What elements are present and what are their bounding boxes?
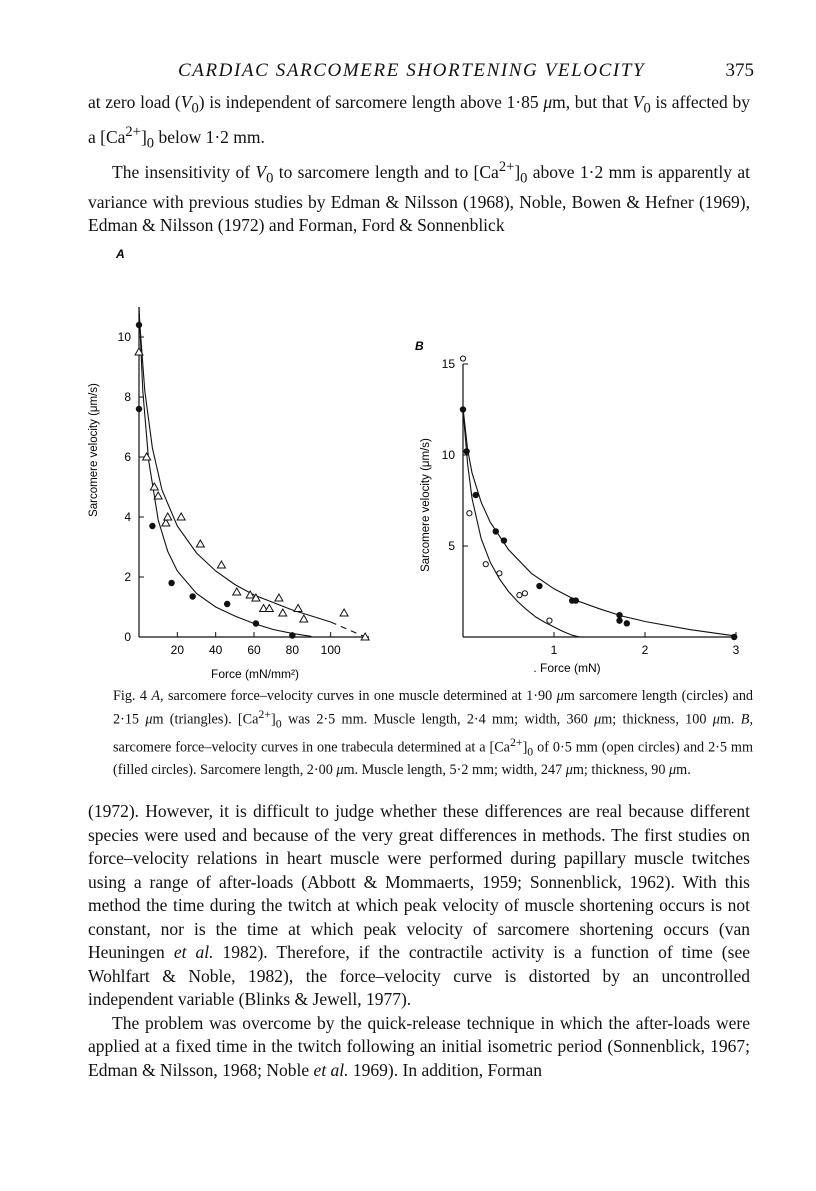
y-tick-label: 10 <box>441 448 455 462</box>
text-run: 0 <box>643 100 651 117</box>
text-run: m. Muscle length, 5·2 mm; width, 247 <box>343 762 566 779</box>
x-tick-label: 2 <box>641 643 649 657</box>
chart-panel-b <box>415 339 740 675</box>
data-point-open <box>483 562 488 567</box>
data-point-filled <box>136 406 142 412</box>
data-point-triangle <box>196 540 204 547</box>
data-point-triangle <box>135 348 143 355</box>
text-run: was 2·5 mm. Muscle length, 2·4 mm; width, 360 <box>281 712 595 729</box>
data-point-triangle <box>164 513 172 520</box>
text-run: The problem was overcome by the quick-release technique in which the after-loads were applied at a fixed time in the twitch following an initial isometric period (Sonnenblick, 1967; Edman & Nilsson, 1968; Noble <box>88 1012 750 1080</box>
text-run: , sarcomere force–velocity curves in one trabecula determined at a [Ca <box>113 712 753 756</box>
data-point-triangle <box>340 609 348 616</box>
x-tick-label: 20 <box>170 643 185 657</box>
text-run: m (triangles). [Ca <box>152 712 259 729</box>
y-axis-label: Sarcomere velocity (μm/s) <box>420 438 432 572</box>
data-point-open <box>467 511 472 516</box>
x-tick-label: 100 <box>320 643 341 657</box>
data-point-filled <box>460 406 466 412</box>
text-run: ] <box>271 712 276 729</box>
data-point-filled <box>289 632 295 638</box>
y-tick-label: 5 <box>448 539 455 553</box>
x-tick-label: 80 <box>285 643 300 657</box>
paragraph <box>88 156 750 238</box>
y-tick-label: 8 <box>124 390 131 404</box>
data-point-filled <box>731 634 737 640</box>
text-run: below 1·2 mm. <box>154 126 265 147</box>
data-point-triangle <box>275 594 283 601</box>
text-run: μ <box>712 712 720 729</box>
text-run: μ <box>565 762 573 779</box>
data-point-filled <box>253 620 259 626</box>
y-tick-label: 0 <box>124 630 131 644</box>
panel-label: A <box>116 247 125 261</box>
data-point-open <box>460 356 465 361</box>
text-run: 1969). In addition, Forman <box>348 1059 542 1080</box>
paragraph <box>88 800 750 1012</box>
text-run: above 1·2 mm is apparently at variance with previous studies by Edman & Nilsson (1968), Noble, Bowen & Hefner (1969), Edman & Nilsson (1972) and Forman, Ford & Sonnenblick <box>88 161 750 236</box>
data-point-filled <box>136 322 142 328</box>
data-point-filled <box>616 617 622 623</box>
data-point-filled <box>224 601 230 607</box>
x-axis-label: Force (mN/mm²) <box>211 667 299 681</box>
text-run: A <box>151 688 161 704</box>
y-tick-label: 15 <box>441 357 455 371</box>
y-tick-label: 10 <box>117 330 131 344</box>
text-run: 0 <box>275 716 282 731</box>
x-tick-label: 3 <box>732 643 740 657</box>
paragraph <box>88 1012 750 1083</box>
data-point-triangle <box>252 594 260 601</box>
paragraph <box>88 91 750 156</box>
running-title: CARDIAC SARCOMERE SHORTENING VELOCITY <box>178 60 646 81</box>
text-run: V <box>632 92 644 112</box>
series-curve <box>139 313 331 622</box>
panel-label: B <box>415 339 424 353</box>
series-curve <box>463 410 580 638</box>
series-curve <box>139 307 312 636</box>
data-point-open <box>547 618 552 623</box>
text-run: μ <box>543 92 553 112</box>
data-point-filled <box>189 593 195 599</box>
text-run: 0 <box>191 100 199 117</box>
text-run: μ <box>669 762 677 779</box>
text-run: (1972). However, it is difficult to judge whether these differences are real because different species were used and because of the very great differences in methods. The first studies on force–velocity relations in heart muscle were performed during papillary muscle twitches using a range of after-loads (Abbott & Mommaerts, 1959; Sonnenblick, 1962). With this method the time during the twitch at which peak velocity of muscle shortening occurs is not constant, nor is the time at which peak velocity of sarcomere shortening occurs (van Heuningen <box>88 801 750 962</box>
text-run: m sarcomere length (circles) and 2·15 <box>113 688 754 729</box>
running-head <box>88 60 764 86</box>
data-point-triangle <box>162 519 170 526</box>
data-point-filled <box>149 523 155 529</box>
text-run: 2+ <box>509 735 523 750</box>
page-number: 375 <box>725 60 754 81</box>
data-point-triangle <box>265 605 273 612</box>
data-point-triangle <box>217 561 225 568</box>
text-run: μ <box>145 712 153 729</box>
text-run: et al. <box>313 1059 349 1080</box>
data-point-triangle <box>279 609 287 616</box>
text-run: V <box>255 161 267 182</box>
text-run: μ <box>336 762 344 779</box>
data-point-filled <box>536 583 542 589</box>
text-run: 0 <box>266 170 274 187</box>
text-run: ) is independent of sarcomere length above 1·85 <box>198 92 544 112</box>
data-point-triangle <box>260 605 268 612</box>
data-point-open <box>517 593 522 598</box>
data-point-open <box>522 591 527 596</box>
text-run: m. <box>719 712 741 729</box>
text-run: m. <box>676 762 691 779</box>
text-run: 0 <box>527 744 534 759</box>
text-run: m, but that <box>552 92 633 112</box>
data-point-triangle <box>154 492 162 499</box>
text-run: ] <box>140 126 147 147</box>
x-tick-label: 1 <box>550 643 558 657</box>
y-tick-label: 6 <box>124 450 131 464</box>
caption-label: Fig. 4 <box>113 688 147 704</box>
data-point-filled <box>493 528 499 534</box>
text-run: is affected by a [Ca <box>88 92 750 147</box>
data-point-filled <box>168 580 174 586</box>
text-run: 0 <box>146 135 155 152</box>
data-point-triangle <box>177 513 185 520</box>
text-run: B <box>740 712 750 729</box>
figure-caption <box>113 687 753 779</box>
text-run: , sarcomere force–velocity curves in one muscle determined at 1·90 <box>160 688 557 704</box>
x-tick-label: 40 <box>208 643 223 657</box>
text-run: m; thickness, 90 <box>572 762 670 779</box>
data-point-triangle <box>233 588 241 595</box>
text-run: 0 <box>520 170 528 187</box>
text-run: to sarcomere length and to [Ca <box>273 161 499 182</box>
text-run: m; thickness, 100 <box>601 712 713 729</box>
text-run: μ <box>556 688 564 704</box>
data-point-triangle <box>150 483 158 490</box>
text-run: 2+ <box>498 158 515 175</box>
series-curve-dashed <box>331 622 366 637</box>
text-run: at zero load ( <box>88 92 181 112</box>
body-text-top <box>88 91 750 238</box>
data-point-filled <box>569 597 575 603</box>
data-point-filled <box>616 612 622 618</box>
text-run: 1982). Therefore, if the contractile activity is a function of time (see Wohlfart & Noble, 1982), the force–velocity curve is distorted by an uncontrolled independent variable (Blinks & Jewell, 1977). <box>88 942 750 1009</box>
text-run: μ <box>594 712 602 729</box>
y-axis-label: Sarcomere velocity (μm/s) <box>88 383 100 517</box>
text-run: ] <box>514 161 521 182</box>
text-run: 2+ <box>125 124 141 140</box>
data-point-filled <box>501 537 507 543</box>
data-point-triangle <box>246 591 254 598</box>
data-point-open <box>497 571 502 576</box>
x-tick-label: 60 <box>247 643 261 657</box>
data-point-filled <box>624 620 630 626</box>
text-run: of 0·5 mm (open circles) and 2·5 mm (filled circles). Sarcomere length, 2·00 <box>113 739 753 779</box>
text-run: ] <box>522 739 528 756</box>
y-tick-label: 4 <box>124 510 131 524</box>
x-axis-label: . Force (mN) <box>533 661 601 675</box>
data-point-triangle <box>361 633 369 640</box>
data-point-filled <box>473 492 479 498</box>
data-point-triangle <box>294 605 302 612</box>
data-point-triangle <box>143 453 151 460</box>
data-point-filled <box>573 597 579 603</box>
text-run: V <box>180 92 192 112</box>
text-run: et al. <box>173 942 214 962</box>
data-point-filled <box>463 448 469 454</box>
series-curve <box>463 408 736 636</box>
chart-panel-a <box>88 247 369 681</box>
text-run: The insensitivity of <box>112 161 256 182</box>
body-text-bottom <box>88 800 750 1082</box>
y-tick-label: 2 <box>124 570 131 584</box>
data-point-triangle <box>300 615 308 622</box>
text-run: 2+ <box>258 707 272 722</box>
